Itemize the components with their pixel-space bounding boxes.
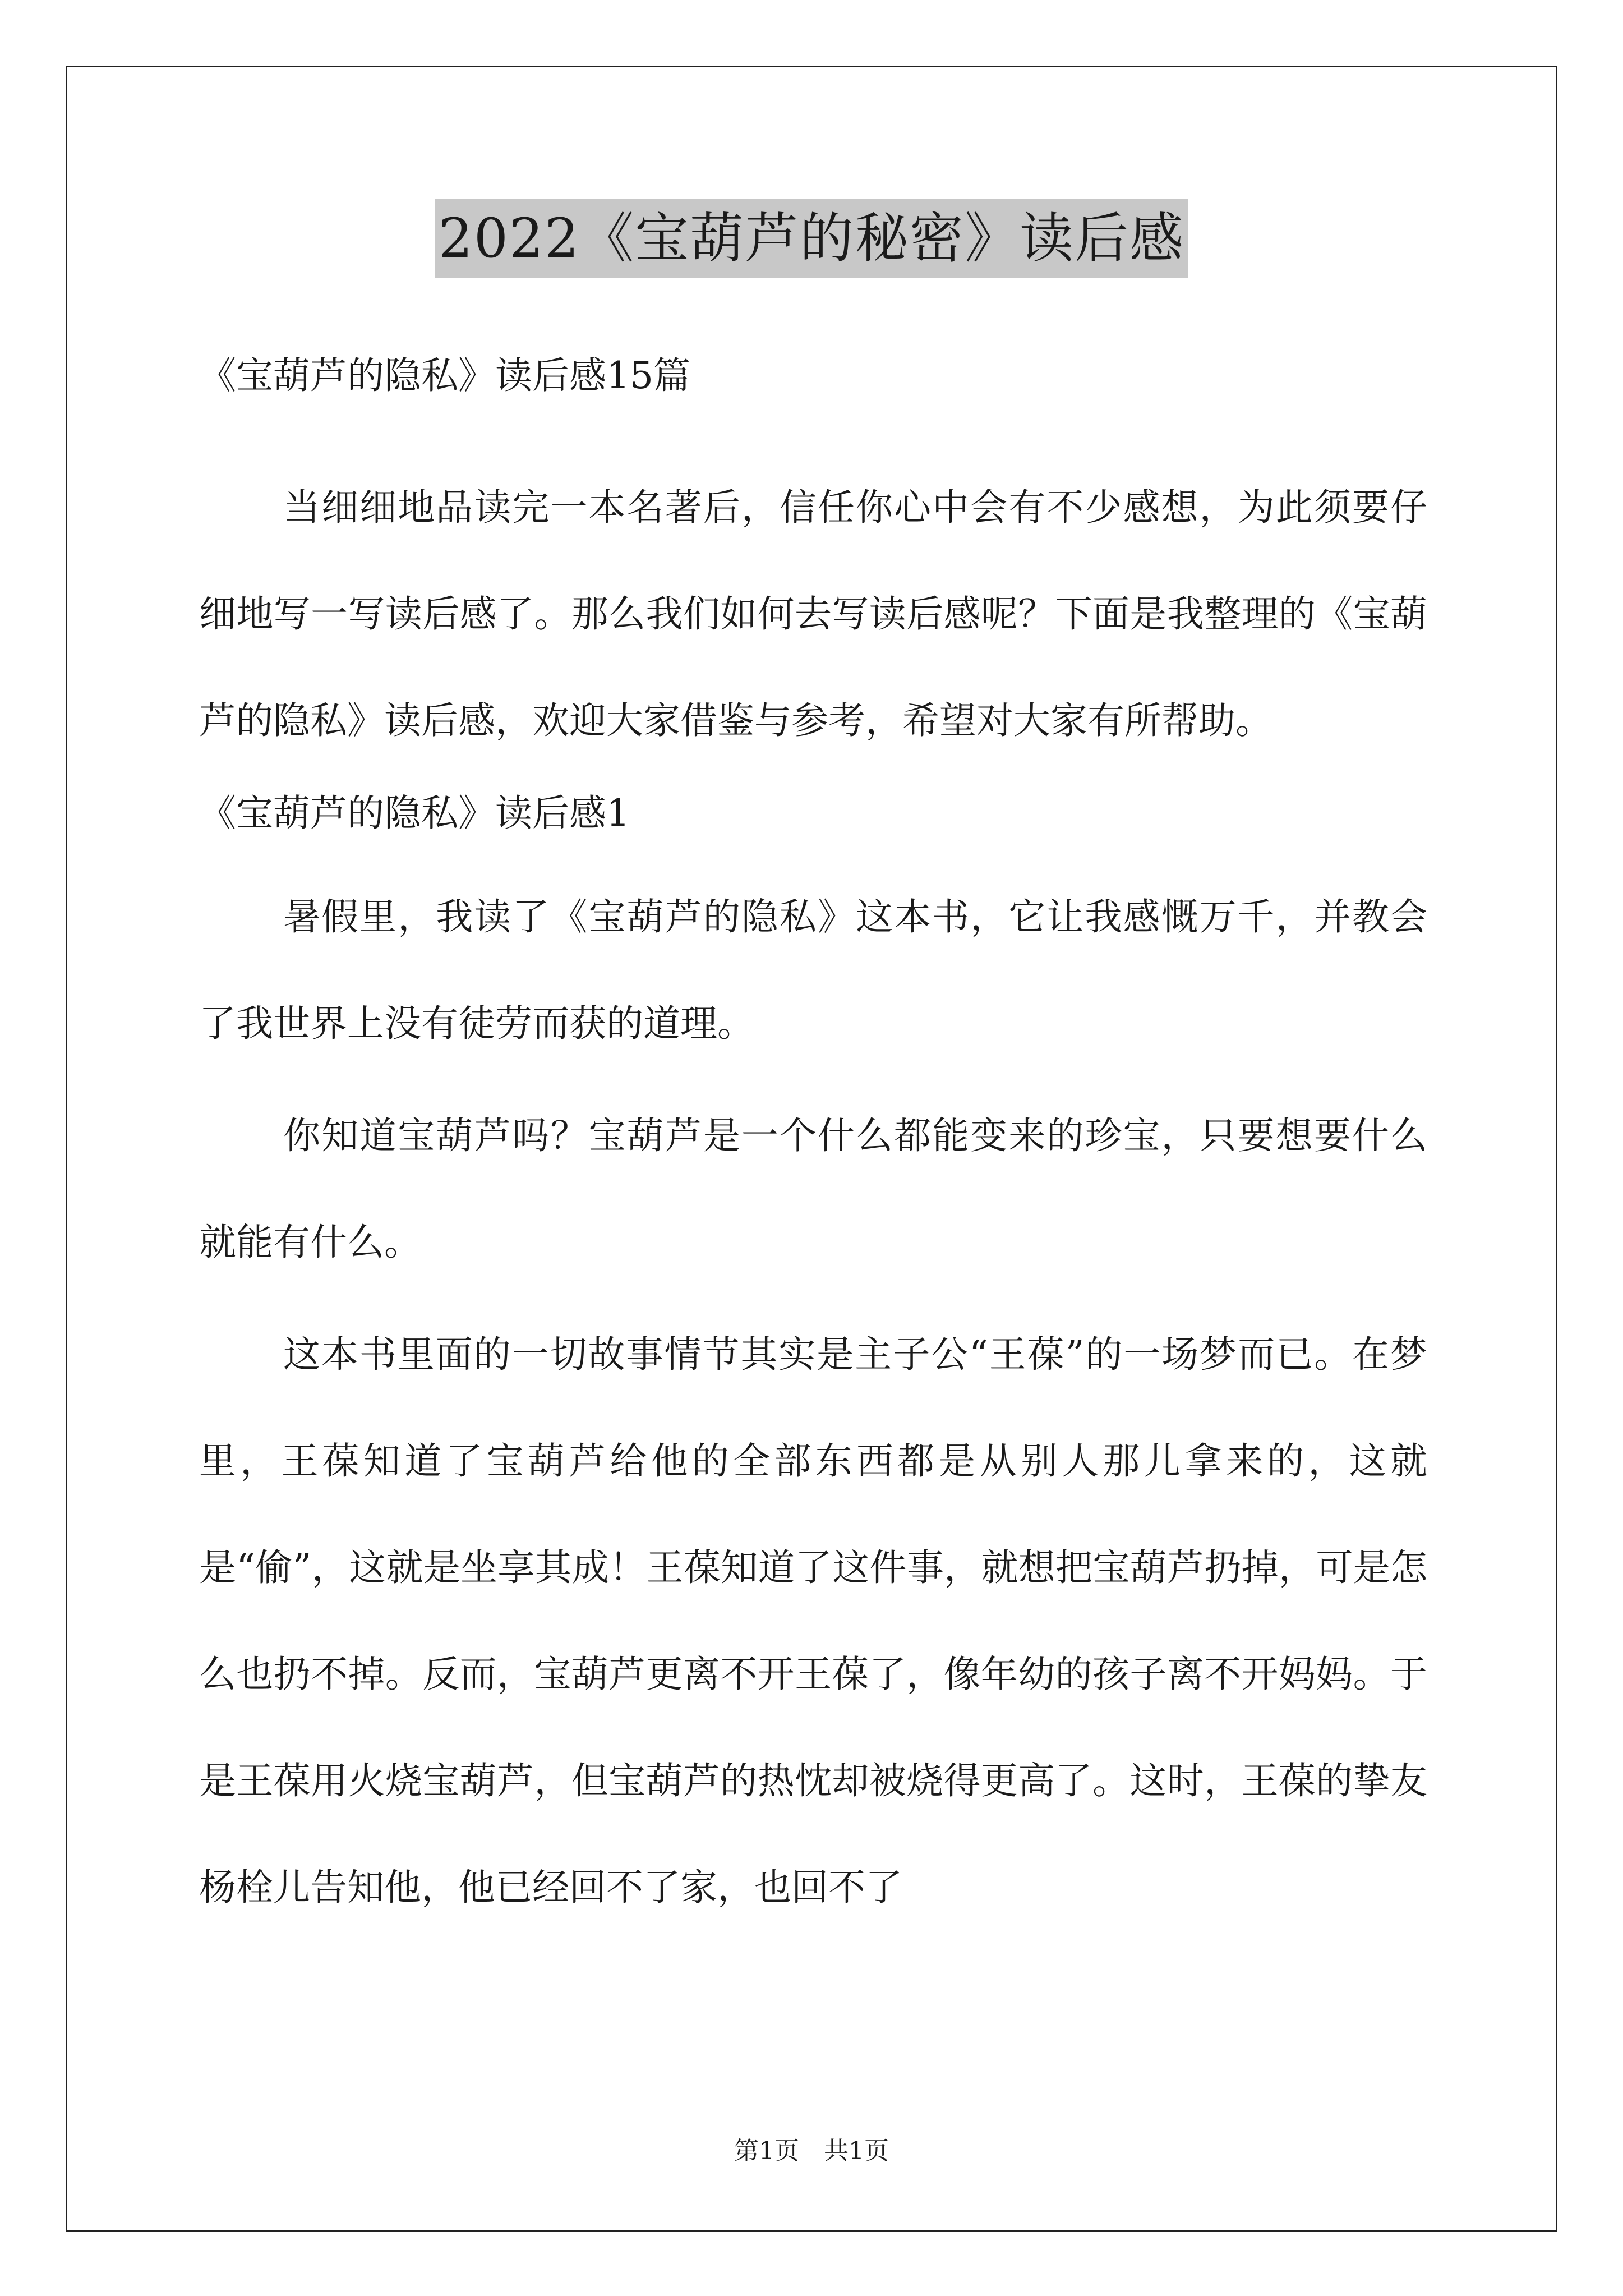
body-paragraph: 这本书里面的一切故事情节其实是主子公“王葆”的一场梦而已。在梦里，王葆知道了宝葫芦给他的全部东西都是从别人那儿拿来的，这就是“偷”，这就是坐享其成！王葆知道了这件事，就想把宝葫芦扔掉，可是怎么也扔不掉。反而，宝葫芦更离不开王葆了，像年幼的孩子离不开妈妈。于是王葆用火烧宝葫芦，但宝葫芦的热忱却被烧得更高了。这时，王葆的挚友杨栓儿告知他，他已经回不了家，也回不了 (199, 1333, 1427, 1909)
section-heading: 《宝葫芦的隐私》读后感1 (199, 792, 630, 835)
document-body (199, 348, 1427, 1941)
page-number: 第1页 共1页 (734, 2137, 889, 2165)
body-paragraph: 你知道宝葫芦吗？宝葫芦是一个什么都能变来的珍宝，只要想要什么就能有什么。 (199, 1114, 1427, 1264)
document-title: 2022《宝葫芦的秘密》读后感 (435, 199, 1188, 278)
title-container (0, 199, 1623, 278)
subtitle-heading: 《宝葫芦的隐私》读后感15篇 (199, 354, 690, 397)
intro-paragraph: 当细细地品读完一本名著后，信任你心中会有不少感想，为此须要仔细地写一写读后感了。那么我们如何去写读后感呢？下面是我整理的《宝葫芦的隐私》读后感，欢迎大家借鉴与参考，希望对大家有所帮助。 (199, 486, 1427, 742)
body-paragraph: 暑假里，我读了《宝葫芦的隐私》这本书，它让我感慨万千，并教会了我世界上没有徒劳而获的道理。 (199, 895, 1427, 1045)
page-footer (0, 2134, 1623, 2168)
